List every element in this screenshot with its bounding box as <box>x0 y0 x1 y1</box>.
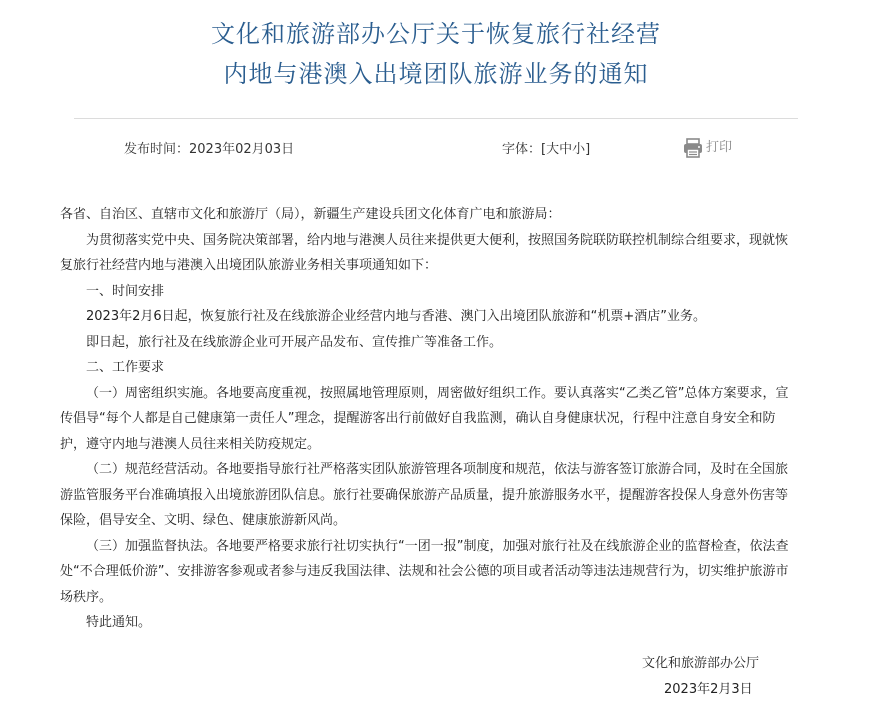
section-2-heading: 二、工作要求 <box>86 360 165 375</box>
article-title-line-1: 文化和旅游部办公厅关于恢复旅行社经营 <box>211 20 661 48</box>
section-1-heading: 一、时间安排 <box>86 283 165 299</box>
title-divider <box>74 118 798 119</box>
print-label: 打印 <box>706 140 733 155</box>
article-body <box>60 202 800 636</box>
signature-date: 2023年2月3日 <box>664 682 753 697</box>
section-2-paragraph-1: （一）周密组织实施。各地要高度重视，按照属地管理原则，周密做好组织工作。要认真落实“乙类乙管”总体方案要求，宣传倡导“每个人都是自己健康第一责任人”理念，提醒游客出行前做好自我监测，确认自身健康状况，行程中注意自身安全和防护，遵守内地与港澳人员往来相关防疫规定。 <box>60 385 789 452</box>
closing-line: 特此通知。 <box>86 615 152 630</box>
printer-icon <box>682 137 706 159</box>
article-title-line-2: 内地与港澳入出境团队旅游业务的通知 <box>223 60 649 88</box>
section-1-paragraph-2: 即日起，旅行社及在线旅游企业可开展产品发布、宣传推广等准备工作。 <box>86 334 503 350</box>
signature-org: 文化和旅游部办公厅 <box>642 656 760 671</box>
addressee: 各省、自治区、直辖市文化和旅游厅（局），新疆生产建设兵团文化体育广电和旅游局： <box>60 207 561 222</box>
publish-time: 发布时间：2023年02月03日 <box>124 142 295 157</box>
section-1-paragraph-1: 2023年2月6日起，恢复旅行社及在线旅游企业经营内地与香港、澳门入出境团队旅游和“机票+酒店”业务。 <box>86 309 706 324</box>
section-2-paragraph-3: （三）加强监督执法。各地要严格要求旅行社切实执行“一团一报”制度，加强对旅行社及在线旅游企业的监督检查，依法查处“不合理低价游”、安排游客参观或者参与违反我国法律、法规和社会公德的项目或者活动等违法违规营行为，切实维护旅游市场秩序。 <box>60 538 789 605</box>
section-2-paragraph-2: （二）规范经营活动。各地要指导旅行社严格落实团队旅游管理各项制度和规范，依法与游客签订旅游合同，及时在全国旅游监管服务平台准确填报入出境旅游团队信息。旅行社要确保旅游产品质量，提升旅游服务水平，提醒游客投保人身意外伤害等保险，倡导安全、文明、绿色、健康旅游新风尚。 <box>60 462 789 528</box>
article-title <box>0 14 872 94</box>
font-size-selector[interactable]: 字体：[大中小] <box>502 142 591 157</box>
print-button[interactable] <box>682 137 732 159</box>
intro-paragraph: 为贯彻落实党中央、国务院决策部署，给内地与港澳人员往来提供更大便利，按照国务院联防联控机制综合组要求，现就恢复旅行社经营内地与港澳入出境团队旅游业务相关事项通知如下： <box>60 232 789 273</box>
